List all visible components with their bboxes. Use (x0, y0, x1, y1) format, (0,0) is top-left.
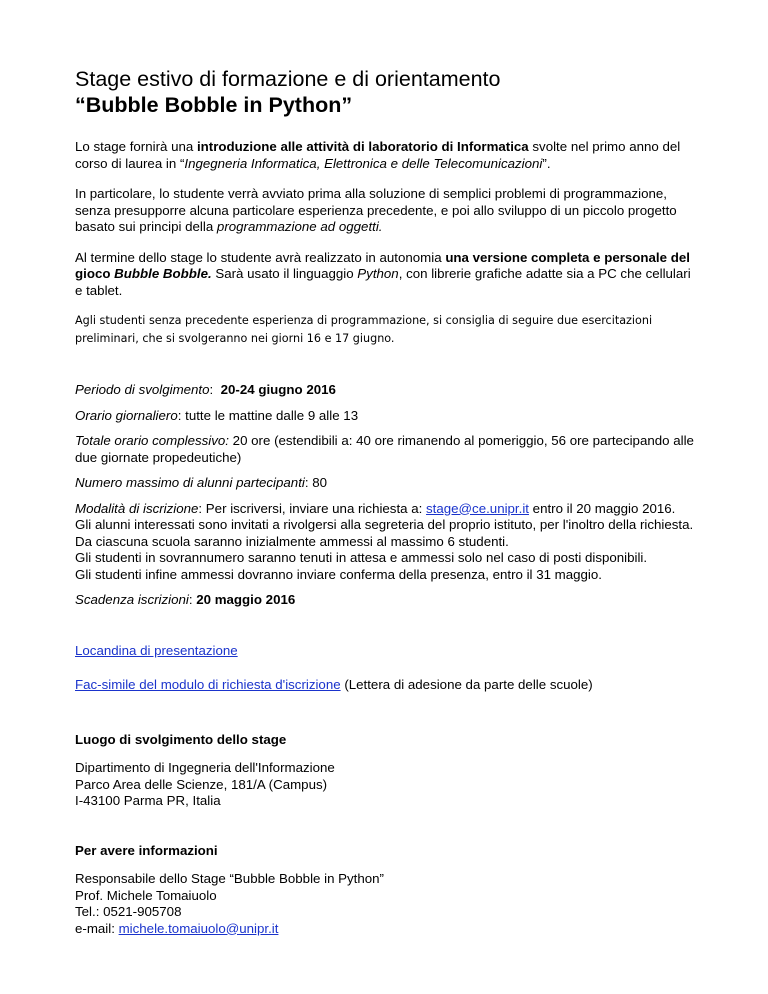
scadenza-row: Scadenza iscrizioni: 20 maggio 2016 (75, 592, 296, 607)
locandina-link[interactable]: Locandina di presentazione (75, 642, 238, 658)
stage-email-link[interactable]: stage@ce.unipr.it (426, 500, 529, 516)
intro-paragraph: Lo stage fornirà una introduzione alle attività di laboratorio di Informatica svolte nel primo anno del corso di laurea in “Ingegneria Informatica, Elettronica e delle Telecomunicazioni”. (75, 139, 681, 171)
info-contact: Responsabile dello Stage “Bubble Bobble in Python” Prof. Michele Tomaiuolo Tel.: 0521-905708 e-mail: michele.tomaiuolo@unipr.it (75, 871, 384, 936)
numero-row: Numero massimo di alunni partecipanti: 80 (75, 475, 328, 490)
luogo-address: Dipartimento di Ingegneria dell'Informazione Parco Area delle Scienze, 181/A (Campus) I-43100 Parma PR, Italia (75, 760, 335, 808)
periodo-row: Periodo di svolgimento: 20-24 giugno 2016 (75, 382, 336, 397)
contact-email-link[interactable]: michele.tomaiuolo@unipr.it (118, 920, 279, 936)
orario-row: Orario giornaliero: tutte le mattine dalle 9 alle 13 (75, 407, 359, 423)
facsimile-link[interactable]: Fac-simile del modulo di richiesta d'iscrizione (75, 677, 341, 692)
particolare-paragraph: In particolare, lo studente verrà avviato prima alla soluzione di semplici problemi di programmazione, senza presupporre alcuna particolare esperienza precedente, e poi allo sviluppo di un piccolo progetto basato sui principi della programmazione ad oggetti. (75, 186, 677, 234)
locandina-row (75, 643, 695, 660)
luogo-heading: Luogo di svolgimento dello stage (75, 731, 287, 747)
facsimile-row: Fac-simile del modulo di richiesta d'iscrizione (Lettera di adesione da parte delle scuole) (75, 677, 593, 692)
page-subtitle: “Bubble Bobble in Python” (75, 93, 353, 117)
modalita-row: Modalità di iscrizione: Per iscriversi, inviare una richiesta a: stage@ce.unipr.it entro il 20 maggio 2016. Gli alunni interessati sono invitati a rivolgersi alla segreteria del proprio istituto, per l'inoltro della richiesta. Da ciascuna scuola saranno inizialmente ammessi al massimo 6 studenti. Gli studenti in sovrannumero saranno tenuti in attesa e ammessi solo nel caso di posti disponibili. Gli studenti infine ammessi dovranno inviare conferma della presenza, entro il 31 maggio. (75, 500, 694, 582)
document-page (75, 66, 695, 937)
preliminary-note: Agli studenti senza precedente esperienza di programmazione, si consiglia di seguire due esercitazioni preliminari, che si svolgeranno nei giorni 16 e 17 giugno. (75, 314, 653, 345)
info-heading: Per avere informazioni (75, 842, 218, 858)
totale-row: Totale orario complessivo: 20 ore (estendibili a: 40 ore rimanendo al pomeriggio, 56 ore partecipando alle due giornate propedeutiche) (75, 433, 694, 465)
termine-paragraph: Al termine dello stage lo studente avrà realizzato in autonomia una versione completa e personale del gioco Bubble Bobble. Sarà usato il linguaggio Python, con librerie grafiche adatte sia a PC che cellulari e tablet. (75, 249, 691, 298)
page-title: Stage estivo di formazione e di orientamento (75, 67, 501, 91)
